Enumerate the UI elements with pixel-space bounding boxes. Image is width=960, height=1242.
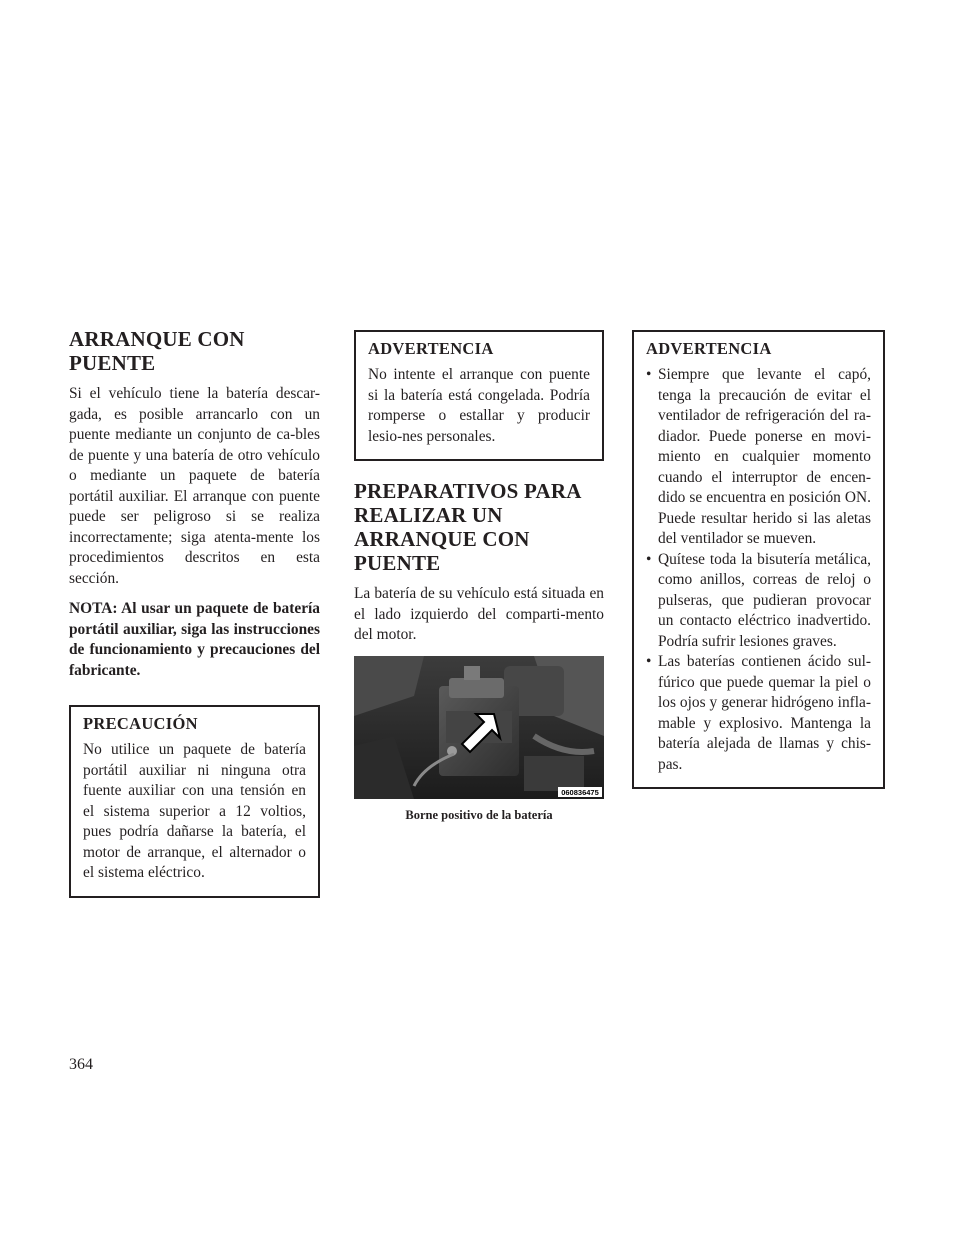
section-title-jump-start: ARRANQUE CON PUENTE (69, 327, 245, 375)
warning-list (646, 365, 871, 775)
caution-text: No utilice un paquete de batería portátil auxiliar ni ninguna otra fuente auxiliar con una tensión en el sistema superior a 12 voltios, pues podría dañarse la batería, el motor de arranque, el alternador o el sistema eléctrico. (83, 741, 306, 881)
warning-text: No intente el arranque con puente si la batería está congelada. Podría romperse o estallar y producir lesio-nes personales. (368, 366, 590, 445)
list-item: • Quítese toda la bisutería metálica, como anillos, correas de reloj o pulseras, que pudieran provocar un contacto eléctrico inadvertido. Podría sufrir lesiones graves. (646, 550, 871, 650)
middle-column (354, 330, 604, 823)
note-paragraph: NOTA: Al usar un paquete de batería portátil auxiliar, siga las instrucciones de funcionamiento y precauciones del fabricante. (69, 600, 320, 679)
bullet-icon: • (646, 550, 652, 568)
jump-start-paragraph: Si el vehículo tiene la batería descar-gada, es posible arrancarlo con un puente mediante un conjunto de ca-bles de puente y una batería de otro vehículo o mediante un paquete de batería portátil auxiliar. El arranque con puente puede ser peligroso si se realiza incorrectamente; siga atenta-mente los procedimientos descritos en esta sección. (69, 385, 320, 587)
bullet-icon: • (646, 366, 652, 383)
photo-code: 060836475 (561, 787, 599, 797)
warning-title: ADVERTENCIA (368, 339, 494, 358)
section-title-preparations: PREPARATIVOS PARA REALIZAR UN ARRANQUE CON PUENTE (354, 479, 581, 575)
bullet-icon: • (646, 653, 652, 670)
battery-photo-illustration (354, 656, 604, 799)
warning-title: ADVERTENCIA (646, 339, 772, 358)
preparations-paragraph: La batería de su vehículo está situada en el lado izquierdo del comparti-mento del motor. (354, 585, 604, 643)
list-item: • Siempre que levante el capó, tenga la precaución de evitar el ventilador de refrigeración del ra-diador. Puede ponerse en movi-miento en cualquier momento cuando el interruptor de encen-dido se encuentra en posición ON. Puede resultar herido si las aletas del ventilador se mueven. (646, 366, 871, 547)
caution-box (69, 705, 320, 898)
list-item: • Las baterías contienen ácido sul-fúrico que puede quemar la piel o los ojos y generar hidrógeno infla-mable y explosivo. Mantenga la batería alejada de llamas y chis-pas. (646, 653, 871, 773)
photo-caption: Borne positivo de la batería (405, 807, 553, 822)
caution-title: PRECAUCIÓN (83, 714, 198, 733)
warning-box-safety (632, 330, 885, 789)
page-number: 364 (69, 1056, 93, 1073)
left-column (69, 327, 320, 898)
right-column (632, 330, 885, 789)
battery-photo (354, 656, 604, 799)
warning-box-frozen-battery (354, 330, 604, 461)
